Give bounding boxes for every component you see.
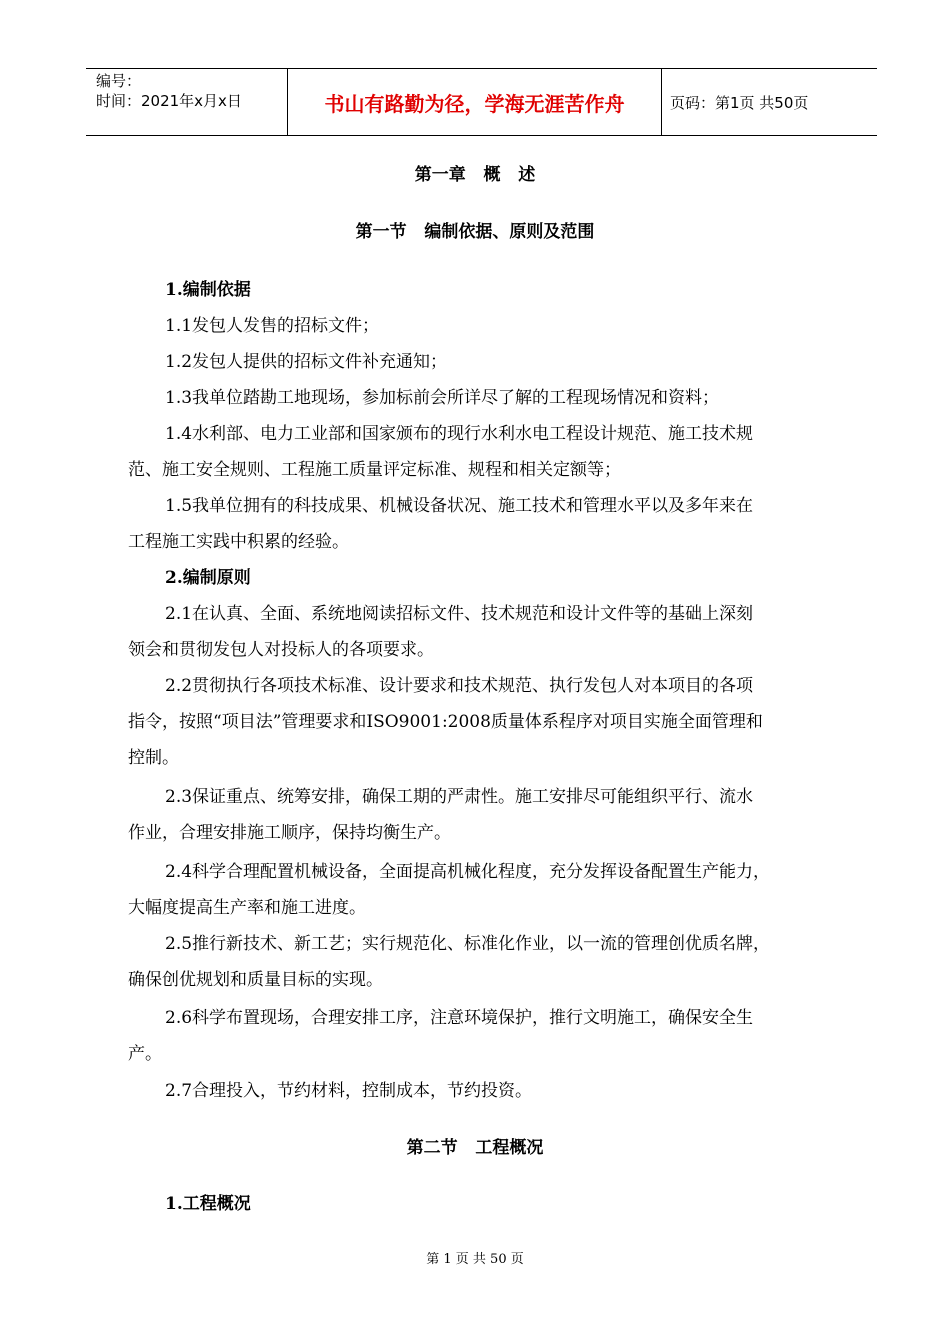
principles-heading: 2.编制原则 (165, 568, 251, 588)
basis-heading: 1.编制依据 (165, 280, 251, 300)
principles-item: 领会和贯彻发包人对投标人的各项要求。 (128, 640, 434, 660)
principles-item: 2.1在认真、全面、系统地阅读招标文件、技术规范和设计文件等的基础上深刻 (165, 604, 754, 624)
basis-item: 工程施工实践中积累的经验。 (128, 532, 349, 552)
principles-item: 2.7合理投入，节约材料，控制成本，节约投资。 (165, 1081, 533, 1101)
principles-item: 大幅度提高生产率和施工进度。 (128, 898, 366, 918)
principles-item: 2.5推行新技术、新工艺；实行规范化、标准化作业，以一流的管理创优质名牌， (165, 934, 771, 954)
header-meta (86, 69, 288, 135)
principles-item: 2.6科学布置现场，合理安排工序，注意环境保护，推行文明施工，确保安全生 (165, 1008, 754, 1028)
basis-item: 1.1发包人发售的招标文件； (165, 316, 380, 336)
principles-item: 2.2贯彻执行各项技术标准、设计要求和技术规范、执行发包人对本项目的各项 (165, 676, 754, 696)
header-page-label: 页码：第1页 共50页 (670, 93, 809, 112)
principles-item: 2.4科学合理配置机械设备，全面提高机械化程度，充分发挥设备配置生产能力， (165, 862, 771, 882)
basis-item: 1.4水利部、电力工业部和国家颁布的现行水利水电工程设计规范、施工技术规 (165, 424, 754, 444)
principles-item: 指令，按照“项目法”管理要求和ISO9001:2008质量体系程序对项目实施全面管理和 (128, 712, 763, 732)
principles-item: 确保创优规划和质量目标的实现。 (128, 970, 383, 990)
section2-title: 第二节 工程概况 (406, 1138, 544, 1158)
overview-heading: 1.工程概况 (165, 1194, 251, 1214)
header-motto: 书山有路勤为径，学海无涯苦作舟 (288, 69, 662, 135)
principles-item: 控制。 (128, 748, 179, 768)
basis-item: 1.5我单位拥有的科技成果、机械设备状况、施工技术和管理水平以及多年来在 (165, 496, 754, 516)
section1-title: 第一节 编制依据、原则及范围 (355, 222, 595, 242)
basis-item: 1.2发包人提供的招标文件补充通知； (165, 352, 448, 372)
basis-item: 1.3我单位踏勘工地现场，参加标前会所详尽了解的工程现场情况和资料； (165, 388, 720, 408)
number-label: 编号： (96, 72, 142, 90)
principles-item: 作业，合理安排施工顺序，保持均衡生产。 (128, 823, 451, 843)
basis-item: 范、施工安全规则、工程施工质量评定标准、规程和相关定额等； (128, 460, 621, 480)
chapter-title: 第一章 概 述 (414, 165, 536, 185)
date-label: 时间：2021年x月x日 (96, 92, 242, 110)
page-footer: 第 1 页 共 50 页 (426, 1252, 524, 1267)
principles-item: 产。 (128, 1044, 162, 1064)
principles-item: 2.3保证重点、统筹安排，确保工期的严肃性。施工安排尽可能组织平行、流水 (165, 787, 754, 807)
page-header (86, 68, 877, 136)
